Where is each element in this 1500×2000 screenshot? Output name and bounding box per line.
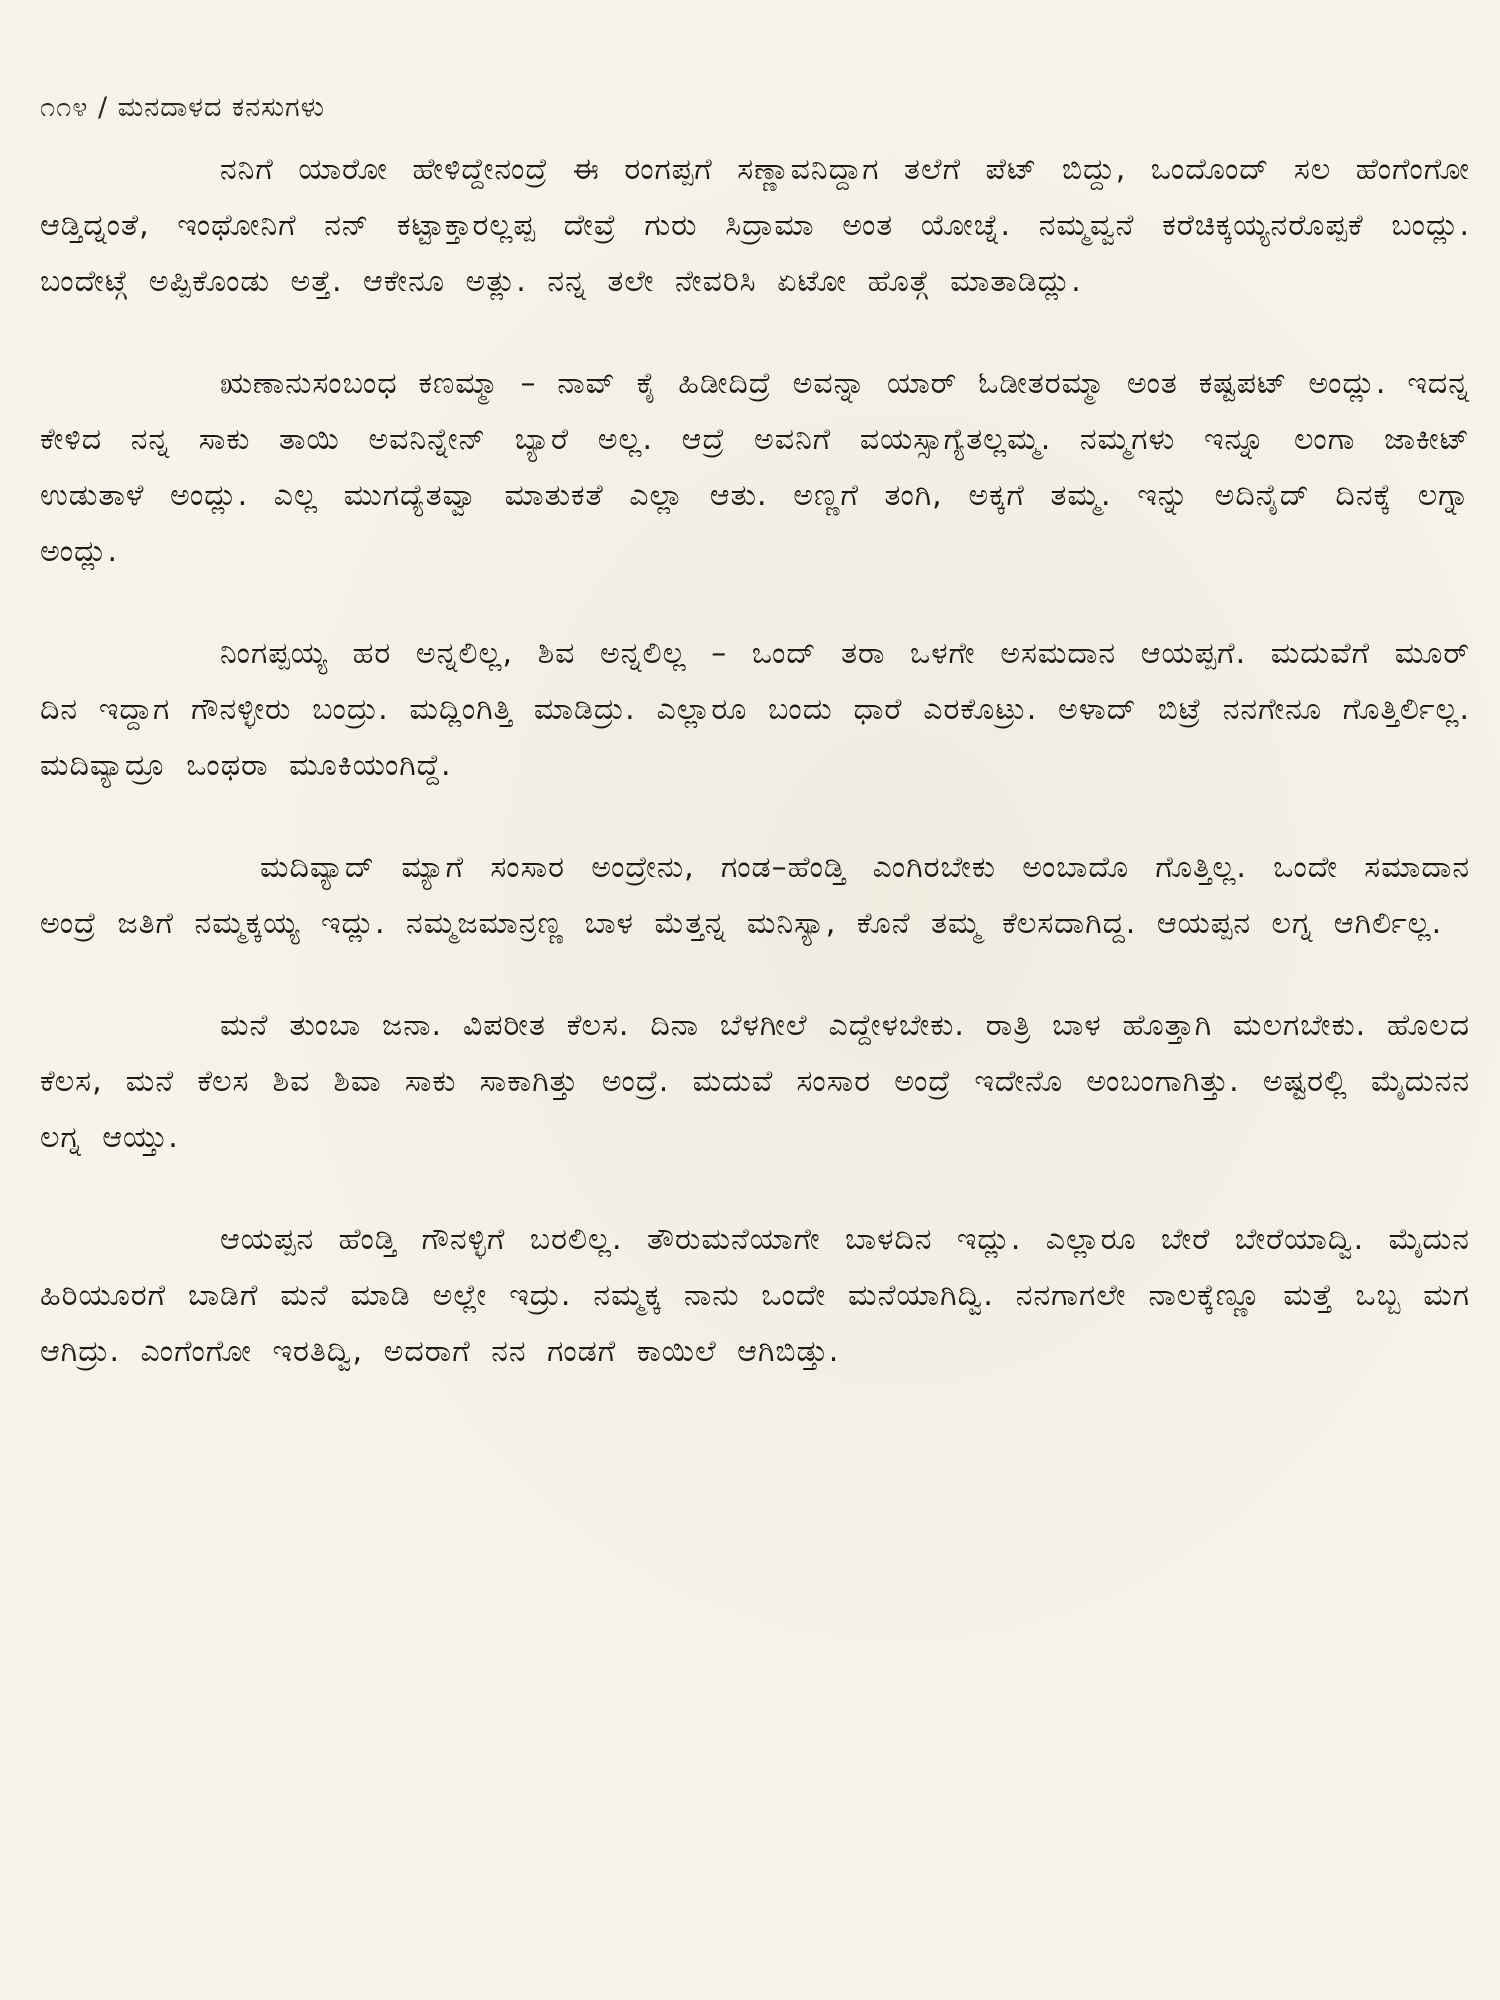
paragraph-2: ಋಣಾನುಸಂಬಂಧ ಕಣಮ್ಮಾ – ನಾವ್ ಕೈ ಹಿಡೀದಿದ್ರೆ ಅವನ್ನಾ ಯಾರ್ ಓಡೀತರಮ್ಮಾ ಅಂತ ಕಷ್ಟಪಟ್ ಅಂದ್ಲು. ಇದನ್ನ ಕೇಳಿದ ನನ್ನ ಸಾಕು ತಾಯಿ ಅವನಿನ್ನೇನ್ ಬ್ಯಾರೆ ಅಲ್ಲ. ಆದ್ರೆ ಅವನಿಗೆ ವಯಸ್ಸಾಗ್ಯೆತಲ್ಲಮ್ಮ. ನಮ್ಮಗಳು ಇನ್ನೂ ಲಂಗಾ ಜಾಕೀಟ್ ಉಡುತಾಳೆ ಅಂದ್ಲು. ಎಲ್ಲ ಮುಗದ್ಯೆತವ್ವಾ ಮಾತುಕತೆ ಎಲ್ಲಾ ಆತು. ಅಣ್ಣಗೆ ತಂಗಿ, ಅಕ್ಕಗೆ ತಮ್ಮ. ಇನ್ನು ಅದಿನೈದ್ ದಿನಕ್ಕೆ ಲಗ್ನಾ ಅಂದ್ಲು. [40, 366, 1470, 569]
body-text [40, 142, 1470, 1426]
paragraph-3: ನಿಂಗಪ್ಪಯ್ಯ ಹರ ಅನ್ನಲಿಲ್ಲ, ಶಿವ ಅನ್ನಲಿಲ್ಲ – ಒಂದ್ ತರಾ ಒಳಗೇ ಅಸಮದಾನ ಆಯಪ್ಪಗೆ. ಮದುವೆಗೆ ಮೂರ್ ದಿನ ಇದ್ದಾಗ ಗೌನಳ್ಳೀರು ಬಂದ್ರು. ಮದ್ಲಿಂಗಿತ್ತಿ ಮಾಡಿದ್ರು. ಎಲ್ಲಾರೂ ಬಂದು ಧಾರೆ ಎರಕೊಟ್ರು. ಅಳಾದ್ ಬಿಟ್ರೆ ನನಗೇನೂ ಗೊತ್ತಿರ್ಲಿಲ್ಲ. ಮದಿವ್ಯಾದ್ರೂ ಒಂಥರಾ ಮೂಕಿಯಂಗಿದ್ದೆ. [40, 636, 1470, 783]
paragraph-5: ಮನೆ ತುಂಬಾ ಜನಾ. ವಿಪರೀತ ಕೆಲಸ. ದಿನಾ ಬೆಳಗೀಲೆ ಎದ್ದೇಳಬೇಕು. ರಾತ್ರಿ ಬಾಳ ಹೊತ್ತಾಗಿ ಮಲಗಬೇಕು. ಹೊಲದ ಕೆಲಸ, ಮನೆ ಕೆಲಸ ಶಿವ ಶಿವಾ ಸಾಕು ಸಾಕಾಗಿತ್ತು ಅಂದ್ರೆ. ಮದುವೆ ಸಂಸಾರ ಅಂದ್ರೆ ಇದೇನೊ ಅಂಬಂಗಾಗಿತ್ತು. ಅಷ್ಟರಲ್ಲಿ ಮೈದುನನ ಲಗ್ನ ಆಯ್ತು. [40, 1008, 1470, 1155]
paragraph-6: ಆಯಪ್ಪನ ಹೆಂಡ್ತಿ ಗೌನಳ್ಳಿಗೆ ಬರಲಿಲ್ಲ. ತೌರುಮನೆಯಾಗೇ ಬಾಳದಿನ ಇದ್ಲು. ಎಲ್ಲಾರೂ ಬೇರೆ ಬೇರೆಯಾದ್ವಿ. ಮೈದುನ ಹಿರಿಯೂರಗೆ ಬಾಡಿಗೆ ಮನೆ ಮಾಡಿ ಅಲ್ಲೇ ಇದ್ರು. ನಮ್ಮಕ್ಕ ನಾನು ಒಂದೇ ಮನೆಯಾಗಿದ್ವಿ. ನನಗಾಗಲೇ ನಾಲಕ್ಕೆಣ್ಣೂ ಮತ್ತೆ ಒಬ್ಬ ಮಗ ಆಗಿದ್ರು. ಎಂಗೆಂಗೋ ಇರತಿದ್ವಿ, ಅದರಾಗೆ ನನ ಗಂಡಗೆ ಕಾಯಿಲೆ ಆಗಿಬಿಡ್ತು. [40, 1222, 1470, 1369]
paragraph-1: ನನಿಗೆ ಯಾರೋ ಹೇಳಿದ್ದೇನಂದ್ರೆ ಈ ರಂಗಪ್ಪಗೆ ಸಣ್ಣಾವನಿದ್ದಾಗ ತಲೆಗೆ ಪೆಟ್ ಬಿದ್ದು, ಒಂದೊಂದ್ ಸಲ ಹೆಂಗೆಂಗೋ ಆಡ್ತಿದ್ನಂತೆ, ಇಂಥೋನಿಗೆ ನನ್ ಕಟ್ಟಾಕ್ತಾರಲ್ಲಪ್ಪ ದೇವ್ರೆ ಗುರು ಸಿದ್ರಾಮಾ ಅಂತ ಯೋಚ್ನೆ. ನಮ್ಮವ್ವನೆ ಕರೆಚಿಕ್ಕಯ್ಯನರೊಪ್ಪಕೆ ಬಂದ್ಲು. ಬಂದೇಟ್ಗೆ ಅಪ್ಪಿಕೊಂಡು ಅತ್ತೆ. ಆಕೇನೂ ಅತ್ಲು. ನನ್ನ ತಲೇ ನೇವರಿಸಿ ಏಟೋ ಹೊತ್ಗೆ ಮಾತಾಡಿದ್ಲು. [40, 152, 1470, 299]
running-header: ೧೧೪ / ಮನದಾಳದ ಕನಸುಗಳು [40, 92, 325, 123]
paragraph-4: ಮದಿವ್ಯಾದ್ ಮ್ಯಾಗೆ ಸಂಸಾರ ಅಂದ್ರೇನು, ಗಂಡ–ಹೆಂಡ್ತಿ ಎಂಗಿರಬೇಕು ಅಂಬಾದೊ ಗೊತ್ತಿಲ್ಲ. ಒಂದೇ ಸಮಾದಾನ ಅಂದ್ರೆ ಜತಿಗೆ ನಮ್ಮಕ್ಕಯ್ಯ ಇದ್ಲು. ನಮ್ಮಜಮಾನ್ರಣ್ಣ ಬಾಳ ಮೆತ್ತನ್ನ ಮನಿಸ್ಯಾ, ಕೊನೆ ತಮ್ಮ ಕೆಲಸದಾಗಿದ್ದ. ಆಯಪ್ಪನ ಲಗ್ನ ಆಗಿರ್ಲಿಲ್ಲ. [40, 850, 1470, 941]
